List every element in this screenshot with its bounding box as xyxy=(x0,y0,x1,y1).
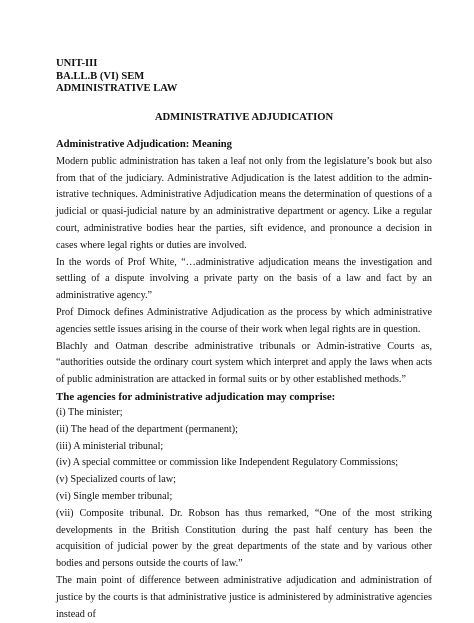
document-title: ADMINISTRATIVE ADJUDICATION xyxy=(154,111,334,123)
agencies-list xyxy=(56,405,432,573)
unit-label: UNIT-III xyxy=(56,58,98,69)
list-item: (v) Specialized courts of law; xyxy=(56,474,176,486)
section-heading: Administrative Adjudication: Meaning xyxy=(56,138,232,150)
list-item: (i) The minister; xyxy=(56,406,123,418)
paragraph-closing: The main point of difference between administrative adjudication and administration of justice by the courts is that administrative justice is administered by administrative agencies instead of xyxy=(56,574,432,620)
paragraph-intro: Modern public administration has taken a leaf not only from the legislature’s book but also from that of the judiciary. Administrative Adjudication is the latest addition to the admin-istrative techniques. Administrative Adjudication means the determination of questions of a judicial or quasi-judicial nature by an administrative department or agency. Like a regular court, administrative bodies hear the parties, sift evidence, and pronounce a decision in cases where legal rights or duties are involved. xyxy=(56,155,432,251)
paragraph-blachly: Blachly and Oatman describe administrative tribunals or Admin-istrative Courts as, “authorities outside the ordinary court system which interpret and apply the laws when acts of public administration are attacked in formal suits or by other established methods.” xyxy=(56,340,432,386)
subject-label: ADMINISTRATIVE LAW xyxy=(56,83,178,95)
list-item: (vii) Composite tribunal. Dr. Robson has thus remarked, “One of the most striking developments in the British Constitution during the past half century has been the acquisition of judicial power by the great departments of the state and by various other bodies and persons outside the courts of law.” xyxy=(56,507,432,570)
agencies-heading: The agencies for administrative adjudication may comprise: xyxy=(56,390,336,403)
list-item: (vi) Single member tribunal; xyxy=(56,490,173,502)
list-item: (iii) A ministerial tribunal; xyxy=(56,440,164,452)
paragraph-dimock: Prof Dimock defines Administrative Adjudication as the process by which administrative agencies settle issues arising in the course of their work when legal rights are in question. xyxy=(56,306,432,335)
list-item: (iv) A special committee or commission like Independent Regulatory Commissions; xyxy=(56,457,399,469)
list-item: (ii) The head of the department (permanent); xyxy=(56,423,238,435)
paragraph-white: In the words of Prof White, “…administrative adjudication means the investigation and settling of a dispute involving a private party on the basis of a law and fact by an administrative agency.” xyxy=(56,256,432,302)
course-label: BA.LL.B (VI) SEM xyxy=(56,70,145,82)
